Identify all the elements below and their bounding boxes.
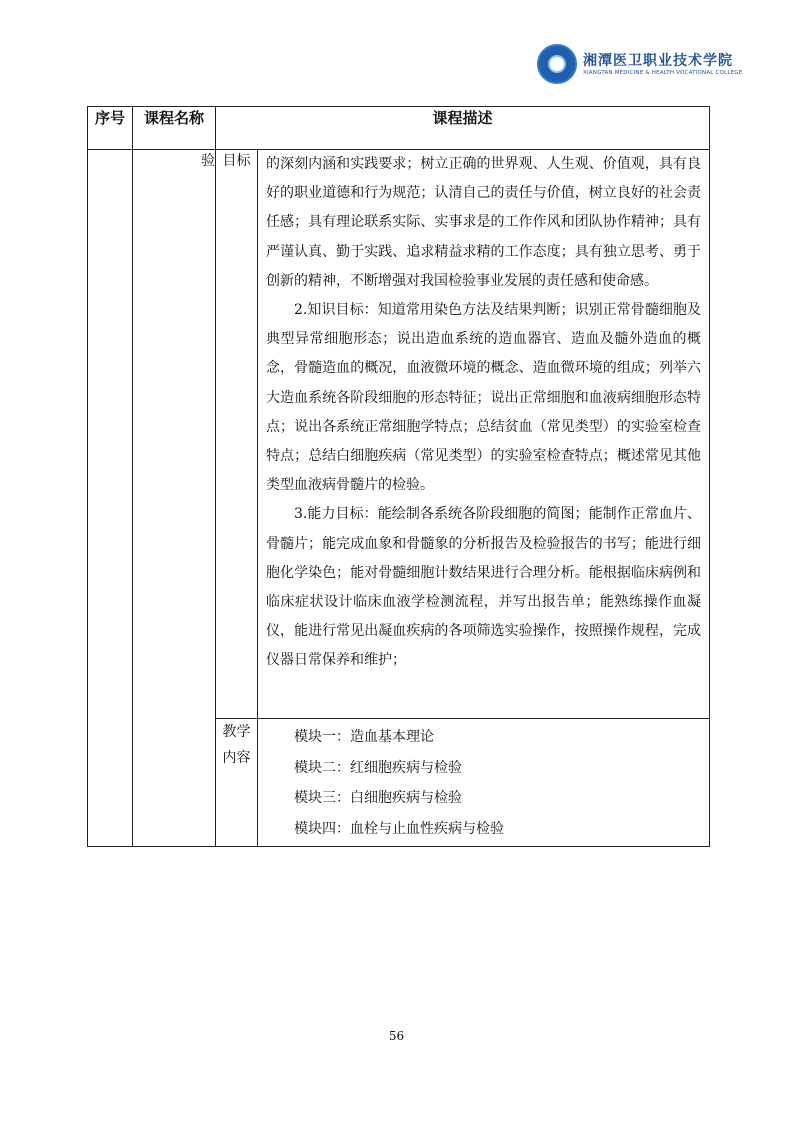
goal-paragraph-ability: 3.能力目标：能绘制各系统各阶段细胞的简图；能制作正常血片、骨髓片；能完成血象和骨髓象的分析报告及检验报告的书写；能进行细胞化学染色；能对骨髓细胞计数结果进行合理分析。能根据临床病例和临床症状设计临床血液学检测流程，并写出报告单；能熟练操作血凝仪，能进行常见出凝血疾病的各项筛选实验操作，按照操作规程，完成仪器日常保养和维护；: [266, 506, 702, 669]
cell-course-name: 验: [133, 150, 216, 847]
list-item: 模块四：血栓与止血性疾病与检验: [294, 820, 504, 837]
school-name-en: XIANGTAN MEDICINE & HEALTH VOCATIONAL COLLEGE: [583, 70, 743, 76]
school-logo: [537, 44, 743, 90]
header-index: 序号: [88, 107, 133, 150]
module-list: [258, 719, 709, 846]
cell-index: [88, 150, 133, 847]
school-emblem-icon: [537, 44, 577, 84]
goal-paragraph-knowledge: 2.知识目标：知道常用染色方法及结果判断；识别正常骨髓细胞及典型异常细胞形态；说出造血系统的造血器官、造血及髓外造血的概念，骨髓造血的概况，血液微环境的概念、造血微环境的组成；列举六大造血系统各阶段细胞的形态特征；说出正常细胞和血液病细胞形态特点；说出各系统正常细胞学特点；总结贫血（常见类型）的实验室检查特点；总结白细胞疾病（常见类型）的实验室检查特点；概述常见其他类型血液病骨髓片的检验。: [266, 302, 702, 494]
page-number: 56: [388, 1029, 405, 1043]
goal-paragraph-quality: 的深刻内涵和实践要求；树立正确的世界观、人生观、价值观，具有良好的职业道德和行为规范；认清自己的责任与价值，树立良好的社会责任感；具有理论联系实际、实事求是的工作作风和团队协作精神；具有严谨认真、勤于实践、追求精益求精的工作态度；具有独立思考、勇于创新的精神，不断增强对我国检验事业发展的责任感和使命感。: [266, 156, 702, 289]
header-course-name: 课程名称: [133, 107, 216, 150]
table-header-row: [88, 107, 710, 150]
goal-label: 目标: [216, 150, 258, 719]
list-item: 模块二：红细胞疾病与检验: [294, 759, 462, 776]
course-table: [87, 106, 710, 847]
header-course-description: 课程描述: [216, 107, 710, 150]
school-name: 湘潭医卫职业技术学院: [583, 53, 733, 69]
list-item: 模块三：白细胞疾病与检验: [294, 790, 462, 806]
goal-description: [258, 150, 709, 676]
content-label-line1: 教学: [222, 724, 251, 740]
content-label: [216, 719, 258, 847]
list-item: 模块一：造血基本理论: [294, 729, 434, 745]
table-row-goals: [88, 150, 710, 719]
content-modules-cell: [258, 719, 710, 847]
content-label-line2: 内容: [222, 750, 251, 766]
goal-description-cell: [258, 150, 710, 719]
